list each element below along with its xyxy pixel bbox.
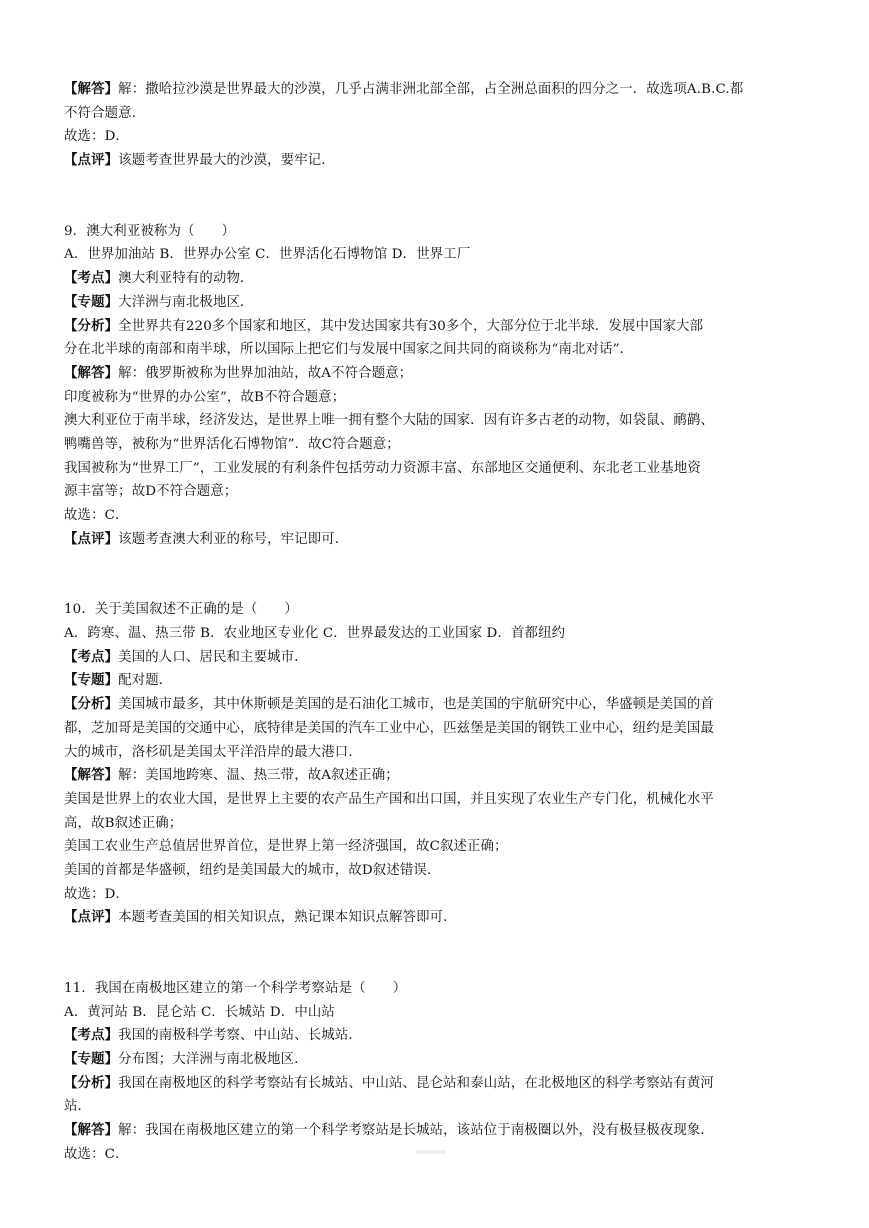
kaodian-text: 我国的南极科学考察、中山站、长城站． [118, 1028, 362, 1044]
spacer [64, 930, 809, 977]
jieda-tag: 【解答】 [64, 1122, 119, 1139]
q11-options: A．黄河站 B．昆仑站 C．长城站 D．中山站 [64, 1004, 335, 1020]
dianping-text: 该题考查澳大利亚的称号，牢记即可． [118, 531, 349, 547]
q9-dianping [64, 528, 809, 552]
q9-jieda-line-3: 澳大利亚位于南半球，经济发达，是世界上唯一拥有整个大陆的国家．因有许多古老的动物，如袋鼠、鸸鹋、 [64, 413, 714, 429]
q11-zhuanti [64, 1048, 809, 1072]
q9-jieda-line-5: 我国被称为“世界工厂”，工业发展的有利条件包括劳动力资源丰富、东部地区交通便利、东北老工业基地资 [64, 460, 701, 476]
q9-block [64, 220, 809, 552]
q11-jieda-line-1 [64, 1119, 809, 1143]
spacer [64, 551, 809, 598]
dianping-tag: 【点评】 [64, 530, 119, 547]
q10-jieda-line-4: 美国工农业生产总值居世界首位，是世界上第一经济强国，故C叙述正确； [64, 839, 508, 855]
q8-block [64, 78, 809, 173]
kaodian-tag: 【考点】 [64, 1027, 119, 1044]
fenxi-text: 美国城市最多，其中休斯顿是美国的是石油化工城市，也是美国的宇航研究中心，华盛顿是美国的首 [118, 697, 714, 713]
q11-kaodian [64, 1024, 809, 1048]
fenxi-text: 全世界共有220多个国家和地区，其中发达国家共有30多个，大部分位于北半球．发展中国家大部 [118, 318, 704, 334]
kaodian-text: 美国的人口、居民和主要城市． [118, 649, 308, 665]
q8-jieda-line-1 [64, 78, 809, 102]
q10-fenxi-line-2: 都，芝加哥是美国的交通中心，底特律是美国的汽车工业中心，匹兹堡是美国的钢铁工业中心，纽约是美国最 [64, 720, 714, 736]
q10-block [64, 598, 809, 930]
q10-stem: 10．关于美国叙述不正确的是（ ） [64, 602, 298, 618]
zhuanti-text: 分布图；大洋洲与南北极地区． [118, 1052, 308, 1068]
zhuanti-text: 大洋洲与南北极地区． [118, 294, 254, 310]
q9-jieda-line-1 [64, 362, 809, 386]
kaodian-tag: 【考点】 [64, 648, 119, 665]
q10-fenxi-line-3: 大的城市，洛杉矶是美国太平洋沿岸的最大港口． [64, 744, 362, 760]
jieda-text: 解：撒哈拉沙漠是世界最大的沙漠，几乎占满非洲北部全部，占全洲总面积的四分之一．故选项A.B.C.都 [118, 82, 744, 97]
q9-fenxi-line-1 [64, 315, 809, 339]
jieda-tag: 【解答】 [64, 81, 119, 97]
q10-zhuanti [64, 669, 809, 693]
fenxi-tag: 【分析】 [64, 696, 119, 713]
dianping-text: 本题考查美国的相关知识点，熟记课本知识点解答即可． [118, 910, 457, 926]
q10-jieda-line-2: 美国是世界上的农业大国，是世界上主要的农产品生产国和出口国，并且实现了农业生产专门化，机械化水平 [64, 791, 714, 807]
q10-jieda-line-1 [64, 764, 809, 788]
fenxi-tag: 【分析】 [64, 1074, 119, 1091]
q10-options: A．跨寒、温、热三带 B．农业地区专业化 C．世界最发达的工业国家 D．首都纽约 [64, 626, 566, 642]
document-page [64, 78, 809, 1167]
jieda-tag: 【解答】 [64, 364, 119, 381]
dianping-text: 该题考查世界最大的沙漠，要牢记． [118, 153, 335, 169]
q10-dianping [64, 906, 809, 930]
jieda-text: 解：我国在南极地区建立的第一个科学考察站是长城站，该站位于南极圈以外，没有极昼极夜现象． [118, 1123, 714, 1139]
dianping-tag: 【点评】 [64, 909, 119, 926]
jieda-text: 解：美国地跨寒、温、热三带，故A叙述正确； [118, 768, 399, 784]
q9-jieda-line-6: 源丰富等；故D不符合题意； [64, 484, 238, 500]
zhuanti-text: 配对题． [118, 673, 173, 689]
q9-fenxi-line-2: 分在北半球的南部和南半球，所以国际上把它们与发展中国家之间共同的商谈称为“南北对话”． [64, 342, 634, 358]
q11-block [64, 977, 809, 1167]
q9-zhuanti [64, 291, 809, 315]
kaodian-tag: 【考点】 [64, 270, 119, 287]
zhuanti-tag: 【专题】 [64, 1051, 119, 1068]
q9-answer: 故选：C． [64, 508, 129, 523]
q8-dianping [64, 149, 809, 173]
q11-fenxi-line-1 [64, 1072, 809, 1096]
q9-options: A．世界加油站 B．世界办公室 C．世界活化石博物馆 D．世界工厂 [64, 247, 471, 263]
q9-jieda-line-4: 鸭嘴兽等，被称为“世界活化石博物馆”．故C符合题意； [64, 436, 400, 452]
zhuanti-tag: 【专题】 [64, 293, 119, 310]
q9-kaodian [64, 267, 809, 291]
fenxi-tag: 【分析】 [64, 317, 119, 334]
q10-jieda-line-5: 美国的首都是华盛顿，纽约是美国最大的城市，故D叙述错误． [64, 862, 441, 878]
q10-fenxi-line-1 [64, 693, 809, 717]
q11-stem: 11．我国在南极地区建立的第一个科学考察站是（ ） [64, 981, 407, 996]
dianping-tag: 【点评】 [64, 152, 119, 169]
q11-answer: 故选：C． [64, 1146, 129, 1162]
q10-kaodian [64, 646, 809, 670]
q9-stem: 9．澳大利亚被称为（ ） [64, 223, 236, 239]
q9-jieda-line-2: 印度被称为“世界的办公室”，故B不符合题意； [64, 389, 346, 405]
zhuanti-tag: 【专题】 [64, 672, 119, 689]
jieda-tag: 【解答】 [64, 767, 119, 784]
fenxi-text: 我国在南极地区的科学考察站有长城站、中山站、昆仑站和泰山站，在北极地区的科学考察站有黄河 [118, 1075, 714, 1091]
q10-answer: 故选：D． [64, 886, 130, 902]
q8-answer: 故选：D． [64, 129, 130, 145]
kaodian-text: 澳大利亚特有的动物． [118, 271, 254, 287]
page-footer-mark [416, 1150, 446, 1154]
q8-jieda-line-2: 不符合题意． [64, 105, 146, 121]
jieda-text: 解：俄罗斯被称为世界加油站，故A不符合题意； [118, 365, 413, 381]
q10-jieda-line-3: 高，故B叙述正确； [64, 815, 183, 831]
q11-fenxi-line-2: 站． [64, 1099, 92, 1115]
spacer [64, 173, 809, 220]
